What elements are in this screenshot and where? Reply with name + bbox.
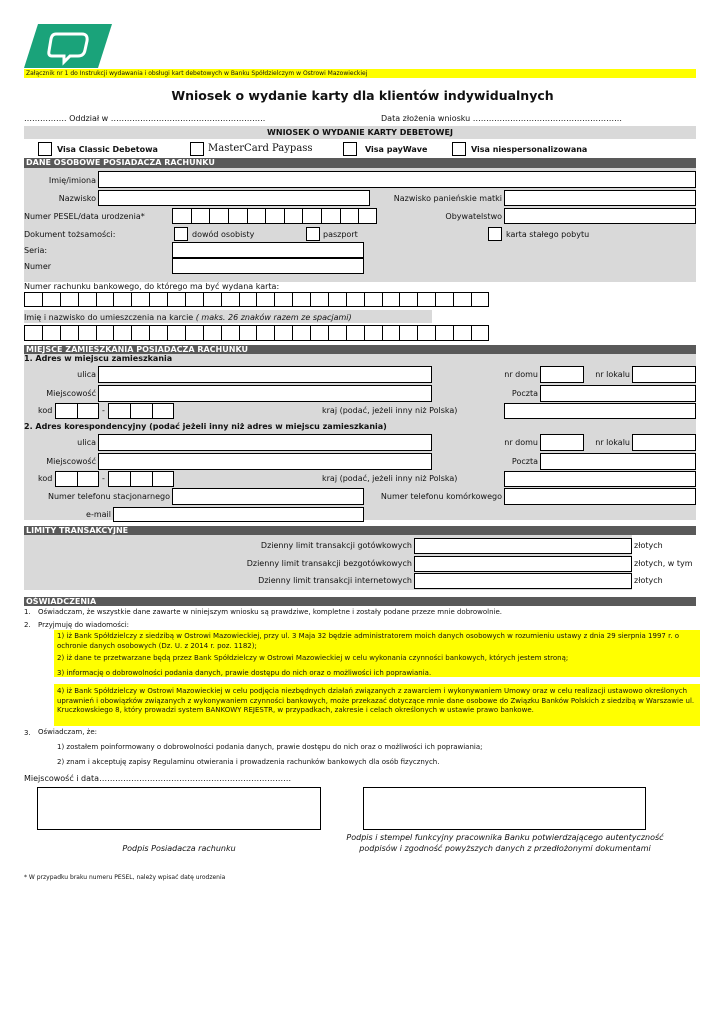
internet-limit-label: Dzienny limit transakcji internetowych (258, 576, 412, 585)
flat-number-input[interactable] (632, 366, 696, 383)
statement-3-1: 1) zostałem poinformowany o dobrowolności podania danych, prawie dostępu do nich oraz o możliwości ich poprawiania; (57, 743, 483, 751)
corr-post-input[interactable] (540, 453, 696, 470)
corr-postal-code-cells-2[interactable] (108, 471, 174, 487)
country-input[interactable] (504, 403, 696, 419)
account-number-cells[interactable] (24, 292, 489, 307)
holder-signature-label: Podpis Posiadacza rachunku (122, 844, 236, 853)
date-field[interactable]: Data złożenia wniosku ……………………………………………….. (381, 114, 622, 123)
visa-paywave-checkbox[interactable] (343, 142, 357, 156)
pesel-label: Numer PESEL/data urodzenia* (24, 212, 145, 221)
corr-flat-number-input[interactable] (632, 434, 696, 451)
employee-signature-label: Podpis i stempel funkcyjny pracownika Banku potwierdzającego autentyczność podpisów i zgodność powyższych danych z przedłożonymi dokumentami (346, 833, 664, 853)
corr-post-label: Poczta (511, 457, 538, 466)
visa-nonpersonal-checkbox[interactable] (452, 142, 466, 156)
visa-nonpersonal-label: Visa niespersonalizowana (471, 145, 588, 154)
statement-1: Oświadczam, że wszystkie dane zawarte w niniejszym wniosku są prawdziwe, kompletne i zostały podane przeze mnie dobrowolnie. (38, 608, 503, 616)
number-label: Numer (24, 262, 52, 271)
annex-text: Załącznik nr 1 do Instrukcji wydawania i obsługi kart debetowych w Banku Spółdzielczym w Ostrowi Mazowieckiej (26, 70, 368, 77)
series-input[interactable] (172, 242, 364, 258)
maiden-name-input[interactable] (504, 190, 696, 206)
statement-2-number: 2. (24, 621, 31, 629)
address-heading: MIEJSCE ZAMIESZKANIA POSIADACZA RACHUNKU (24, 345, 696, 354)
post-label: Poczta (511, 389, 538, 398)
corr-street-input[interactable] (98, 434, 432, 451)
correspondence-heading: 2. Adres korespondencyjny (podać jeżeli inny niż adres w miejscu zamieszkania) (24, 422, 387, 431)
mobile-label: Numer telefonu komórkowego (380, 492, 502, 501)
mastercard-checkbox[interactable] (190, 142, 204, 156)
street-input[interactable] (98, 366, 432, 383)
corr-street-label: ulica (77, 438, 96, 447)
series-label: Seria: (24, 246, 48, 255)
phone-label: Numer telefonu stacjonarnego (47, 492, 170, 501)
pesel-cells[interactable] (172, 208, 377, 224)
corr-country-label: kraj (podać, jeżeli inny niż Polska) (322, 474, 458, 483)
flat-number-label: nr lokalu (595, 370, 630, 379)
card-name-label: Imię i nazwisko do umieszczenia na karcie ( maks. 26 znaków razem ze spacjami) (24, 313, 352, 322)
bank-logo (24, 24, 112, 68)
email-input[interactable] (113, 507, 364, 522)
internet-limit-unit: złotych (634, 576, 663, 585)
card-name-cells[interactable] (24, 325, 489, 341)
cash-limit-input[interactable] (414, 538, 632, 554)
statement-2-2: 2) iż dane te przetwarzane będą przez Bank Spółdzielczy w Ostrowi Mazowieckiej w celu wykonania czynności bankowych, których jestem stroną; (57, 654, 569, 662)
maiden-name-label: Nazwisko panieńskie matki (393, 194, 502, 203)
number-input[interactable] (172, 258, 364, 274)
home-address-heading: 1. Adres w miejscu zamieszkania (24, 354, 173, 363)
cashless-limit-input[interactable] (414, 556, 632, 572)
cash-limit-label: Dzienny limit transakcji gotówkowych (260, 541, 412, 550)
residence-card-label: karta stałego pobytu (506, 230, 590, 239)
first-name-label: Imię/imiona (48, 176, 96, 185)
last-name-label: Nazwisko (58, 194, 96, 203)
postal-code-cells-2[interactable] (108, 403, 174, 419)
corr-house-number-label: nr domu (504, 438, 538, 447)
corr-postal-code-dash: - (102, 474, 105, 483)
place-date-field[interactable]: Miejscowość i data……………………………………………………………… (24, 774, 292, 783)
passport-label: paszport (323, 230, 358, 239)
passport-checkbox[interactable] (306, 227, 320, 241)
id-card-checkbox[interactable] (174, 227, 188, 241)
email-label: e-mail (86, 510, 111, 519)
country-label: kraj (podać, jeżeli inny niż Polska) (322, 406, 458, 415)
employee-signature-box[interactable] (363, 787, 646, 830)
corr-city-input[interactable] (98, 453, 432, 470)
statement-2-1: 1) iż Bank Spółdzielczy z siedzibą w Ostrowi Mazowieckiej, przy ul. 3 Maja 32 będzie administratorem moich danych osobowych w rozumieniu ustawy z dnia 29 sierpnia 1997 r. o ochronie danych osobowych (Dz. U. z 2014 r. poz. 1182); (57, 632, 680, 650)
postal-code-cells-1[interactable] (55, 403, 99, 419)
corr-flat-number-label: nr lokalu (595, 438, 630, 447)
visa-paywave-label: Visa payWave (365, 145, 428, 154)
statement-2: Przyjmuję do wiadomości: (38, 621, 130, 629)
id-doc-label: Dokument tożsamości: (24, 230, 116, 239)
city-label: Miejscowość (46, 389, 96, 398)
cash-limit-unit: złotych (634, 541, 663, 550)
personal-heading: DANE OSOBOWE POSIADACZA RACHUNKU (24, 158, 696, 168)
mastercard-label: MasterCard Paypass (208, 143, 313, 154)
house-number-label: nr domu (504, 370, 538, 379)
citizenship-label: Obywatelstwo (445, 212, 502, 221)
corr-house-number-input[interactable] (540, 434, 584, 451)
internet-limit-input[interactable] (414, 573, 632, 589)
postal-code-dash: - (102, 406, 105, 415)
citizenship-input[interactable] (504, 208, 696, 224)
house-number-input[interactable] (540, 366, 584, 383)
street-label: ulica (77, 370, 96, 379)
statement-3-number: 3. (24, 729, 31, 737)
statement-1-number: 1. (24, 608, 31, 616)
city-input[interactable] (98, 385, 432, 402)
holder-signature-box[interactable] (37, 787, 321, 830)
last-name-input[interactable] (98, 190, 370, 206)
cashless-limit-label: Dzienny limit transakcji bezgotówkowych (246, 559, 412, 568)
page-title: Wniosek o wydanie karty dla klientów indywidualnych (171, 88, 554, 103)
statement-2-4: 4) iż Bank Spółdzielczy w Ostrowi Mazowieckiej w celu podjęcia niezbędnych działań związanych z zawarciem i wykonywaniem Umowy oraz w celu realizacji ustawowo określonych uprawnień i obowiązków związanych z wykonywaniem czynności bankowych, może przekazać dotyczące mnie dane osobowe do Związku Banków Polskich z siedzibą w Warszawie ul. Kruczkowskiego 8, który prowadzi system BANKOWY REJESTR, w przypadkach, zakresie i celach określonych w ustawie prawo bankowe. (57, 687, 695, 714)
id-card-label: dowód osobisty (192, 230, 255, 239)
phone-input[interactable] (172, 488, 364, 505)
branch-field[interactable]: ……………. Oddział w …………………………………………………. (24, 114, 266, 123)
statement-3-2: 2) znam i akceptuję zapisy Regulaminu otwierania i prowadzenia rachunków bankowych dla osób fizycznych. (57, 758, 440, 766)
postal-code-label: kod (38, 406, 53, 415)
visa-classic-label: Visa Classic Debetowa (57, 145, 158, 154)
corr-country-input[interactable] (504, 471, 696, 487)
mobile-input[interactable] (504, 488, 696, 505)
card-section-heading: WNIOSEK O WYDANIE KARTY DEBETOWEJ (267, 128, 453, 137)
cashless-limit-unit: złotych, w tym (634, 559, 693, 568)
statement-2-3: 3) informację o dobrowolności podania danych, prawie dostępu do nich oraz o możliwości ich poprawiania. (57, 669, 432, 677)
corr-city-label: Miejscowość (46, 457, 96, 466)
footnote: * W przypadku braku numeru PESEL, należy wpisać datę urodzenia (24, 874, 226, 881)
visa-classic-checkbox[interactable] (38, 142, 52, 156)
corr-postal-code-cells-1[interactable] (55, 471, 99, 487)
account-label: Numer rachunku bankowego, do którego ma być wydana karta: (24, 282, 280, 291)
statement-3: Oświadczam, że: (38, 728, 97, 736)
corr-postal-code-label: kod (38, 474, 53, 483)
post-input[interactable] (540, 385, 696, 402)
residence-card-checkbox[interactable] (488, 227, 502, 241)
statements-heading: OŚWIADCZENIA (24, 597, 696, 606)
first-name-input[interactable] (98, 171, 696, 188)
limits-heading: LIMITY TRANSAKCYJNE (24, 526, 696, 535)
